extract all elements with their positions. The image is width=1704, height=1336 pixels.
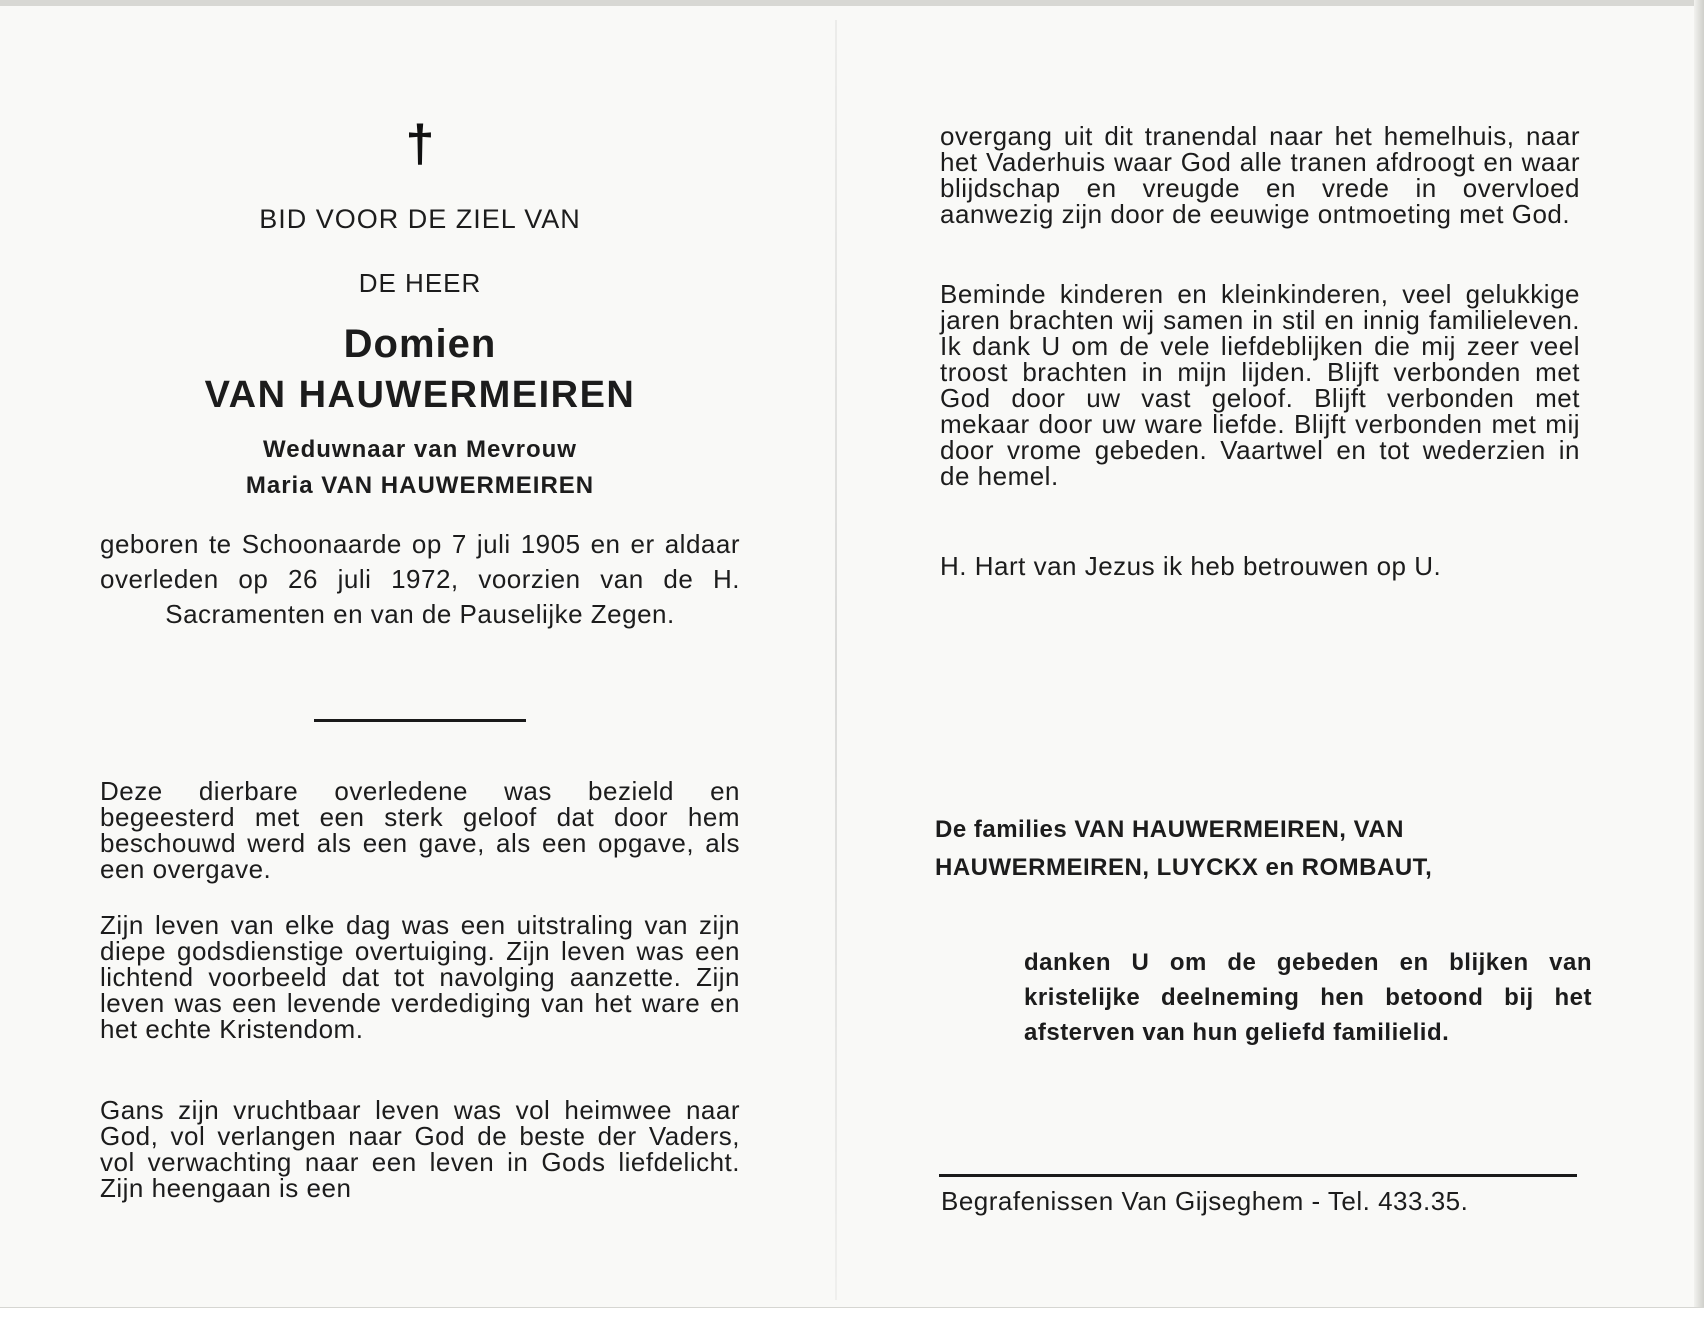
eulogy-continuation: overgang uit dit tranendal naar het hemelhuis, naar het Vaderhuis waar God alle tranen afdroogt en waar blijdschap en vreugde en vrede in overvloed aanwezig zijn door de eeuwige ontmoeting met God. xyxy=(940,121,1580,229)
spouse-name: Maria VAN HAUWERMEIREN xyxy=(245,472,595,499)
families-list: De families VAN HAUWERMEIREN, VAN HAUWERMEIREN, LUYCKX en ROMBAUT, xyxy=(935,816,1433,881)
center-fold xyxy=(835,20,837,1300)
birth-death-details: geboren te Schoonaarde op 7 juli 1905 en er aldaar overleden op 26 juli 1972, voorzien van de H. Sacramenten en van de Pauselijke Zegen. xyxy=(100,529,740,629)
deceased-first-name: Domien xyxy=(343,322,497,366)
paper-edge-top xyxy=(0,0,1704,6)
cross-icon: † xyxy=(405,115,435,173)
sacred-heart-prayer: H. Hart van Jezus ik heb betrouwen op U. xyxy=(940,551,1442,581)
thanks-text: danken U om de gebeden en blijken van kristelijke deelneming hen betoond bij het afsterven van hun geliefd familielid. xyxy=(1024,949,1592,1046)
scan-margin-bottom xyxy=(0,1307,1704,1336)
eulogy-paragraph-2: Zijn leven van elke dag was een uitstraling van zijn diepe godsdienstige overtuiging. Zijn leven was een lichtend voorbeeld dat tot navolging aanzette. Zijn leven was een levende verdediging van het ware en het echte Kristendom. xyxy=(100,910,740,1044)
farewell-paragraph: Beminde kinderen en kleinkinderen, veel gelukkige jaren brachten wij samen in stil en innig familieleven. Ik dank U om de vele liefdeblijken die mij zeer veel troost brachten in mijn lijden. Blijft verbonden met God door uw vast geloof. Blijft verbonden met mekaar door uw ware liefde. Blijft verbonden met mij door vrome gebeden. Vaartwel en tot wederzien in de hemel. xyxy=(940,279,1580,491)
undertaker-line: Begrafenissen Van Gijseghem - Tel. 433.35. xyxy=(941,1186,1469,1216)
eulogy-paragraph-1: Deze dierbare overledene was bezield en begeesterd met een sterk geloof dat door hem beschouwd werd als een gave, als een opgave, als een overgave. xyxy=(100,776,740,884)
deceased-surname: VAN HAUWERMEIREN xyxy=(204,374,636,416)
eulogy-paragraph-3: Gans zijn vruchtbaar leven was vol heimwee naar God, vol verlangen naar God de beste der Vaders, vol verwachting naar een leven in Gods liefdelicht. Zijn heengaan is een xyxy=(100,1095,740,1203)
paper-edge-right xyxy=(1694,0,1704,1308)
footer-rule xyxy=(939,1174,1577,1177)
widower-line: Weduwnaar van Mevrouw xyxy=(263,436,577,463)
honorific: DE HEER xyxy=(358,268,482,298)
prayer-heading: BID VOOR DE ZIEL VAN xyxy=(259,204,581,234)
divider-rule xyxy=(314,719,526,722)
